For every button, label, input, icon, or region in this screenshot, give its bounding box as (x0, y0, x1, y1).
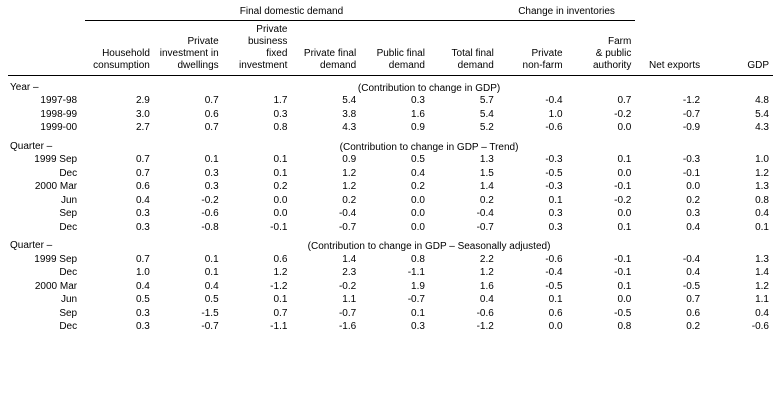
cell-value: 0.9 (342, 154, 357, 165)
cell-value: 1.3 (755, 181, 769, 192)
row-label: Dec (59, 221, 78, 233)
cell-value: 5.4 (479, 108, 494, 120)
cell-value: 0.1 (204, 154, 219, 165)
cell-value: -0.5 (614, 307, 632, 319)
cell-value: 1.0 (135, 267, 150, 278)
row-label: Dec (59, 167, 78, 179)
cell-value: 1.4 (342, 253, 357, 265)
section-banner-year: (Contribution to change in GDP) (357, 82, 501, 94)
cell-value: 1.2 (755, 280, 769, 292)
cell-value: 0.2 (411, 181, 425, 192)
cell-value: 1.6 (411, 108, 425, 120)
cell-value: 1.2 (273, 267, 288, 278)
cell-value: -0.4 (476, 208, 494, 219)
cell-value: 0.0 (617, 167, 632, 179)
cell-value: 1.0 (755, 154, 769, 165)
table-row (8, 307, 773, 321)
column-header-blank (8, 20, 85, 75)
cell-value: -1.2 (682, 95, 701, 106)
cell-value: 0.7 (135, 253, 150, 265)
table-row (8, 194, 773, 208)
cell-value: 4.8 (755, 95, 769, 106)
cell-value: -0.6 (751, 321, 769, 332)
cell-value: -0.2 (614, 194, 632, 206)
cell-value: 1.1 (342, 294, 357, 305)
cell-value: 0.4 (755, 208, 769, 219)
colhead-line: & public (595, 47, 632, 59)
cell-value: 1.3 (755, 253, 769, 265)
cell-value: 5.4 (342, 95, 357, 106)
row-label: 1999 Sep (34, 253, 78, 265)
cell-value: -0.7 (476, 221, 494, 233)
cell-value: -0.7 (338, 221, 357, 233)
colhead-line: dwellings (177, 59, 219, 71)
cell-value: 5.7 (479, 95, 494, 106)
cell-value: 0.6 (548, 307, 563, 319)
cell-value: 0.7 (617, 95, 632, 106)
cell-value: 5.2 (479, 122, 494, 133)
section-label-year: Year – (10, 81, 39, 93)
cell-value: 0.1 (617, 280, 632, 292)
cell-value: 0.1 (411, 307, 425, 319)
cell-value: -0.4 (338, 208, 357, 219)
cell-value: -0.3 (682, 154, 701, 165)
section-banner-quarter-seasonally-adjusted: (Contribution to change in GDP – Seasonally adjusted) (307, 241, 551, 252)
column-header-gdp (704, 20, 773, 75)
cell-value: -1.2 (270, 280, 288, 292)
column-header-farm-public-authority (567, 20, 636, 75)
cell-value: 1.3 (479, 154, 494, 165)
cell-value: 2.9 (135, 95, 150, 106)
cell-value: 0.3 (411, 321, 425, 332)
cell-value: -0.2 (614, 108, 632, 120)
cell-value: 0.9 (411, 122, 425, 133)
row-label: Jun (60, 194, 78, 206)
colhead-line: Household (102, 47, 150, 59)
cell-value: -0.8 (201, 221, 219, 233)
cell-value: 1.4 (755, 267, 769, 278)
cell-value: 0.3 (548, 208, 563, 219)
colhead-line: Public final (376, 47, 425, 59)
cell-value: 0.5 (204, 294, 219, 305)
cell-value: 0.3 (411, 95, 425, 106)
row-label: 1999 Sep (34, 154, 78, 165)
row-label: 2000 Mar (34, 280, 78, 292)
column-header-private-non-farm (498, 20, 567, 75)
cell-value: -0.1 (270, 221, 288, 233)
column-header-public-final-demand (360, 20, 429, 75)
colhead-line: non-farm (522, 59, 563, 71)
cell-value: 0.4 (135, 194, 150, 206)
cell-value: 0.3 (135, 307, 150, 319)
cell-value: 0.1 (617, 221, 632, 233)
column-header-private-investment-dwellings (154, 20, 223, 75)
cell-value: 0.8 (617, 321, 632, 332)
cell-value: 0.1 (273, 167, 288, 179)
colhead-line: Private final (303, 47, 357, 59)
cell-value: -0.1 (682, 167, 701, 179)
colhead-line: Private (256, 23, 288, 35)
cell-value: 4.3 (342, 122, 357, 133)
cell-value: 0.0 (617, 122, 632, 133)
cell-value: 0.0 (411, 208, 425, 219)
cell-value: 4.3 (755, 122, 769, 133)
cell-value: 0.0 (548, 321, 563, 332)
cell-value: 0.1 (548, 194, 563, 206)
cell-value: 0.0 (273, 208, 288, 219)
cell-value: 1.0 (548, 108, 563, 120)
cell-value: -0.5 (545, 280, 563, 292)
row-label: 1999-00 (40, 122, 78, 133)
cell-value: -1.1 (407, 267, 425, 278)
section-banner-quarter-trend: (Contribution to change in GDP – Trend) (339, 141, 519, 153)
table-row (8, 167, 773, 181)
table-row (8, 153, 773, 167)
cell-value: 1.7 (273, 95, 288, 106)
cell-value: -0.1 (614, 253, 632, 265)
cell-value: 0.6 (273, 253, 288, 265)
cell-value: -0.1 (614, 181, 632, 192)
colhead-line: consumption (93, 59, 150, 71)
cell-value: 0.3 (273, 108, 288, 120)
colhead-line: demand (457, 59, 494, 71)
colhead-line: investment (239, 59, 288, 71)
colhead-line: Private (187, 35, 219, 47)
cell-value: 1.2 (755, 167, 769, 179)
cell-value: 1.9 (411, 280, 425, 292)
table-row (8, 253, 773, 267)
cell-value: -0.2 (338, 280, 357, 292)
table-row (8, 280, 773, 294)
row-label: Sep (59, 307, 78, 319)
cell-value: 0.3 (135, 221, 150, 233)
cell-value: 0.4 (411, 167, 425, 179)
cell-value: 0.0 (411, 194, 425, 206)
column-header-total-final-demand (429, 20, 498, 75)
table-row (8, 180, 773, 194)
column-header-household-consumption (85, 20, 154, 75)
cell-value: 0.8 (411, 253, 425, 265)
cell-value: 1.4 (479, 181, 494, 192)
cell-value: -0.6 (545, 253, 563, 265)
cell-value: -0.6 (476, 307, 494, 319)
cell-value: 0.0 (273, 194, 288, 206)
cell-value: 2.2 (479, 253, 494, 265)
cell-value: 0.0 (617, 294, 632, 305)
cell-value: 0.1 (273, 154, 288, 165)
cell-value: 0.2 (479, 194, 494, 206)
cell-value: 1.5 (479, 167, 494, 179)
cell-value: -0.4 (545, 95, 563, 106)
cell-value: 0.6 (135, 181, 150, 192)
cell-value: 0.3 (135, 208, 150, 219)
colhead-line: investment in (159, 47, 219, 59)
colhead-line: GDP (747, 59, 769, 71)
cell-value: -0.4 (682, 253, 701, 265)
cell-value: -0.3 (545, 154, 563, 165)
cell-value: 0.7 (686, 294, 701, 305)
cell-value: -0.5 (682, 280, 701, 292)
row-label: Dec (59, 267, 78, 278)
cell-value: -1.5 (201, 307, 219, 319)
cell-value: -0.5 (545, 167, 563, 179)
table-row (8, 121, 773, 135)
cell-value: 0.1 (617, 154, 632, 165)
cell-value: 1.2 (342, 181, 357, 192)
cell-value: -1.1 (270, 321, 288, 332)
colhead-line: Farm (608, 35, 632, 47)
cell-value: 1.1 (755, 294, 769, 305)
group-header-spacer-3 (704, 6, 773, 20)
cell-value: 0.4 (204, 280, 219, 292)
colhead-line: Total final (451, 47, 494, 59)
cell-value: 0.3 (204, 181, 219, 192)
row-label: 1997-98 (40, 95, 78, 106)
contribution-to-gdp-table (8, 6, 773, 334)
colhead-line: business fixed (247, 35, 288, 59)
cell-value: 0.2 (686, 194, 701, 206)
group-header-spacer (8, 6, 85, 20)
cell-value: -0.7 (407, 294, 425, 305)
table-row (8, 221, 773, 235)
section-label-quarter-seasonally-adjusted: Quarter – (10, 240, 53, 251)
table-row (8, 207, 773, 221)
cell-value: 0.1 (755, 221, 769, 233)
group-header-row (8, 6, 773, 20)
cell-value: 0.8 (755, 194, 769, 206)
table-row (8, 293, 773, 307)
cell-value: 0.7 (135, 154, 150, 165)
cell-value: 0.6 (686, 307, 701, 319)
cell-value: 0.0 (411, 221, 425, 233)
section-label-quarter-trend: Quarter – (10, 140, 53, 152)
column-header-private-final-demand (291, 20, 360, 75)
cell-value: 3.8 (342, 108, 357, 120)
cell-value: 0.2 (273, 181, 288, 192)
cell-value: 3.0 (135, 108, 150, 120)
cell-value: 0.7 (204, 122, 219, 133)
cell-value: 0.2 (686, 321, 701, 332)
group-header-change-in-inventories: Change in inventories (498, 6, 636, 20)
cell-value: 0.4 (686, 267, 701, 278)
group-header-final-domestic-demand: Final domestic demand (85, 6, 498, 20)
section-label-row (8, 135, 773, 154)
cell-value: -0.6 (201, 208, 219, 219)
row-label: Dec (59, 321, 78, 332)
cell-value: 0.2 (342, 194, 357, 206)
cell-value: 0.5 (411, 154, 425, 165)
cell-value: -0.9 (682, 122, 701, 133)
cell-value: 0.4 (755, 307, 769, 319)
cell-value: 0.3 (135, 321, 150, 332)
cell-value: 1.2 (479, 267, 494, 278)
cell-value: 0.0 (686, 181, 701, 192)
cell-value: -1.2 (476, 321, 494, 332)
cell-value: 0.5 (135, 294, 150, 305)
row-label: Sep (59, 208, 78, 219)
cell-value: -1.6 (338, 321, 357, 332)
cell-value: -0.1 (614, 267, 632, 278)
colhead-line: Net exports (648, 59, 701, 71)
cell-value: 0.1 (548, 294, 563, 305)
cell-value: 1.6 (479, 280, 494, 292)
cell-value: -0.4 (545, 267, 563, 278)
cell-value: 0.1 (273, 294, 288, 305)
cell-value: -0.7 (682, 108, 701, 120)
table-row (8, 320, 773, 334)
cell-value: 0.4 (686, 221, 701, 233)
column-header-net-exports (635, 20, 704, 75)
cell-value: 0.6 (204, 108, 219, 120)
cell-value: 0.3 (204, 167, 219, 179)
cell-value: 0.8 (273, 122, 288, 133)
cell-value: 1.2 (342, 167, 357, 179)
colhead-line: demand (388, 59, 425, 71)
cell-value: -0.2 (201, 194, 219, 206)
table-row (8, 266, 773, 280)
group-header-spacer-2 (635, 6, 704, 20)
cell-value: -0.7 (338, 307, 357, 319)
cell-value: -0.6 (545, 122, 563, 133)
cell-value: 0.7 (204, 95, 219, 106)
cell-value: 0.4 (479, 294, 494, 305)
cell-value: 2.7 (135, 122, 150, 133)
section-label-row (8, 75, 773, 94)
cell-value: 2.3 (342, 267, 357, 278)
cell-value: 0.0 (617, 208, 632, 219)
column-header-private-business-fixed-investment (223, 20, 292, 75)
table-row (8, 94, 773, 108)
colhead-line: Private (531, 47, 563, 59)
cell-value: -0.7 (201, 321, 219, 332)
cell-value: 0.1 (204, 253, 219, 265)
column-header-row (8, 20, 773, 75)
cell-value: 0.1 (204, 267, 219, 278)
row-label: 1998-99 (40, 108, 78, 120)
colhead-line: demand (320, 59, 357, 71)
cell-value: -0.3 (545, 181, 563, 192)
section-label-row (8, 234, 773, 253)
cell-value: 0.3 (686, 208, 701, 219)
cell-value: 5.4 (755, 108, 769, 120)
row-label: Jun (60, 294, 78, 305)
cell-value: 0.4 (135, 280, 150, 292)
colhead-line: authority (592, 59, 632, 71)
cell-value: 0.7 (273, 307, 288, 319)
cell-value: 0.3 (548, 221, 563, 233)
cell-value: 0.7 (135, 167, 150, 179)
table-row (8, 108, 773, 122)
row-label: 2000 Mar (34, 181, 78, 192)
